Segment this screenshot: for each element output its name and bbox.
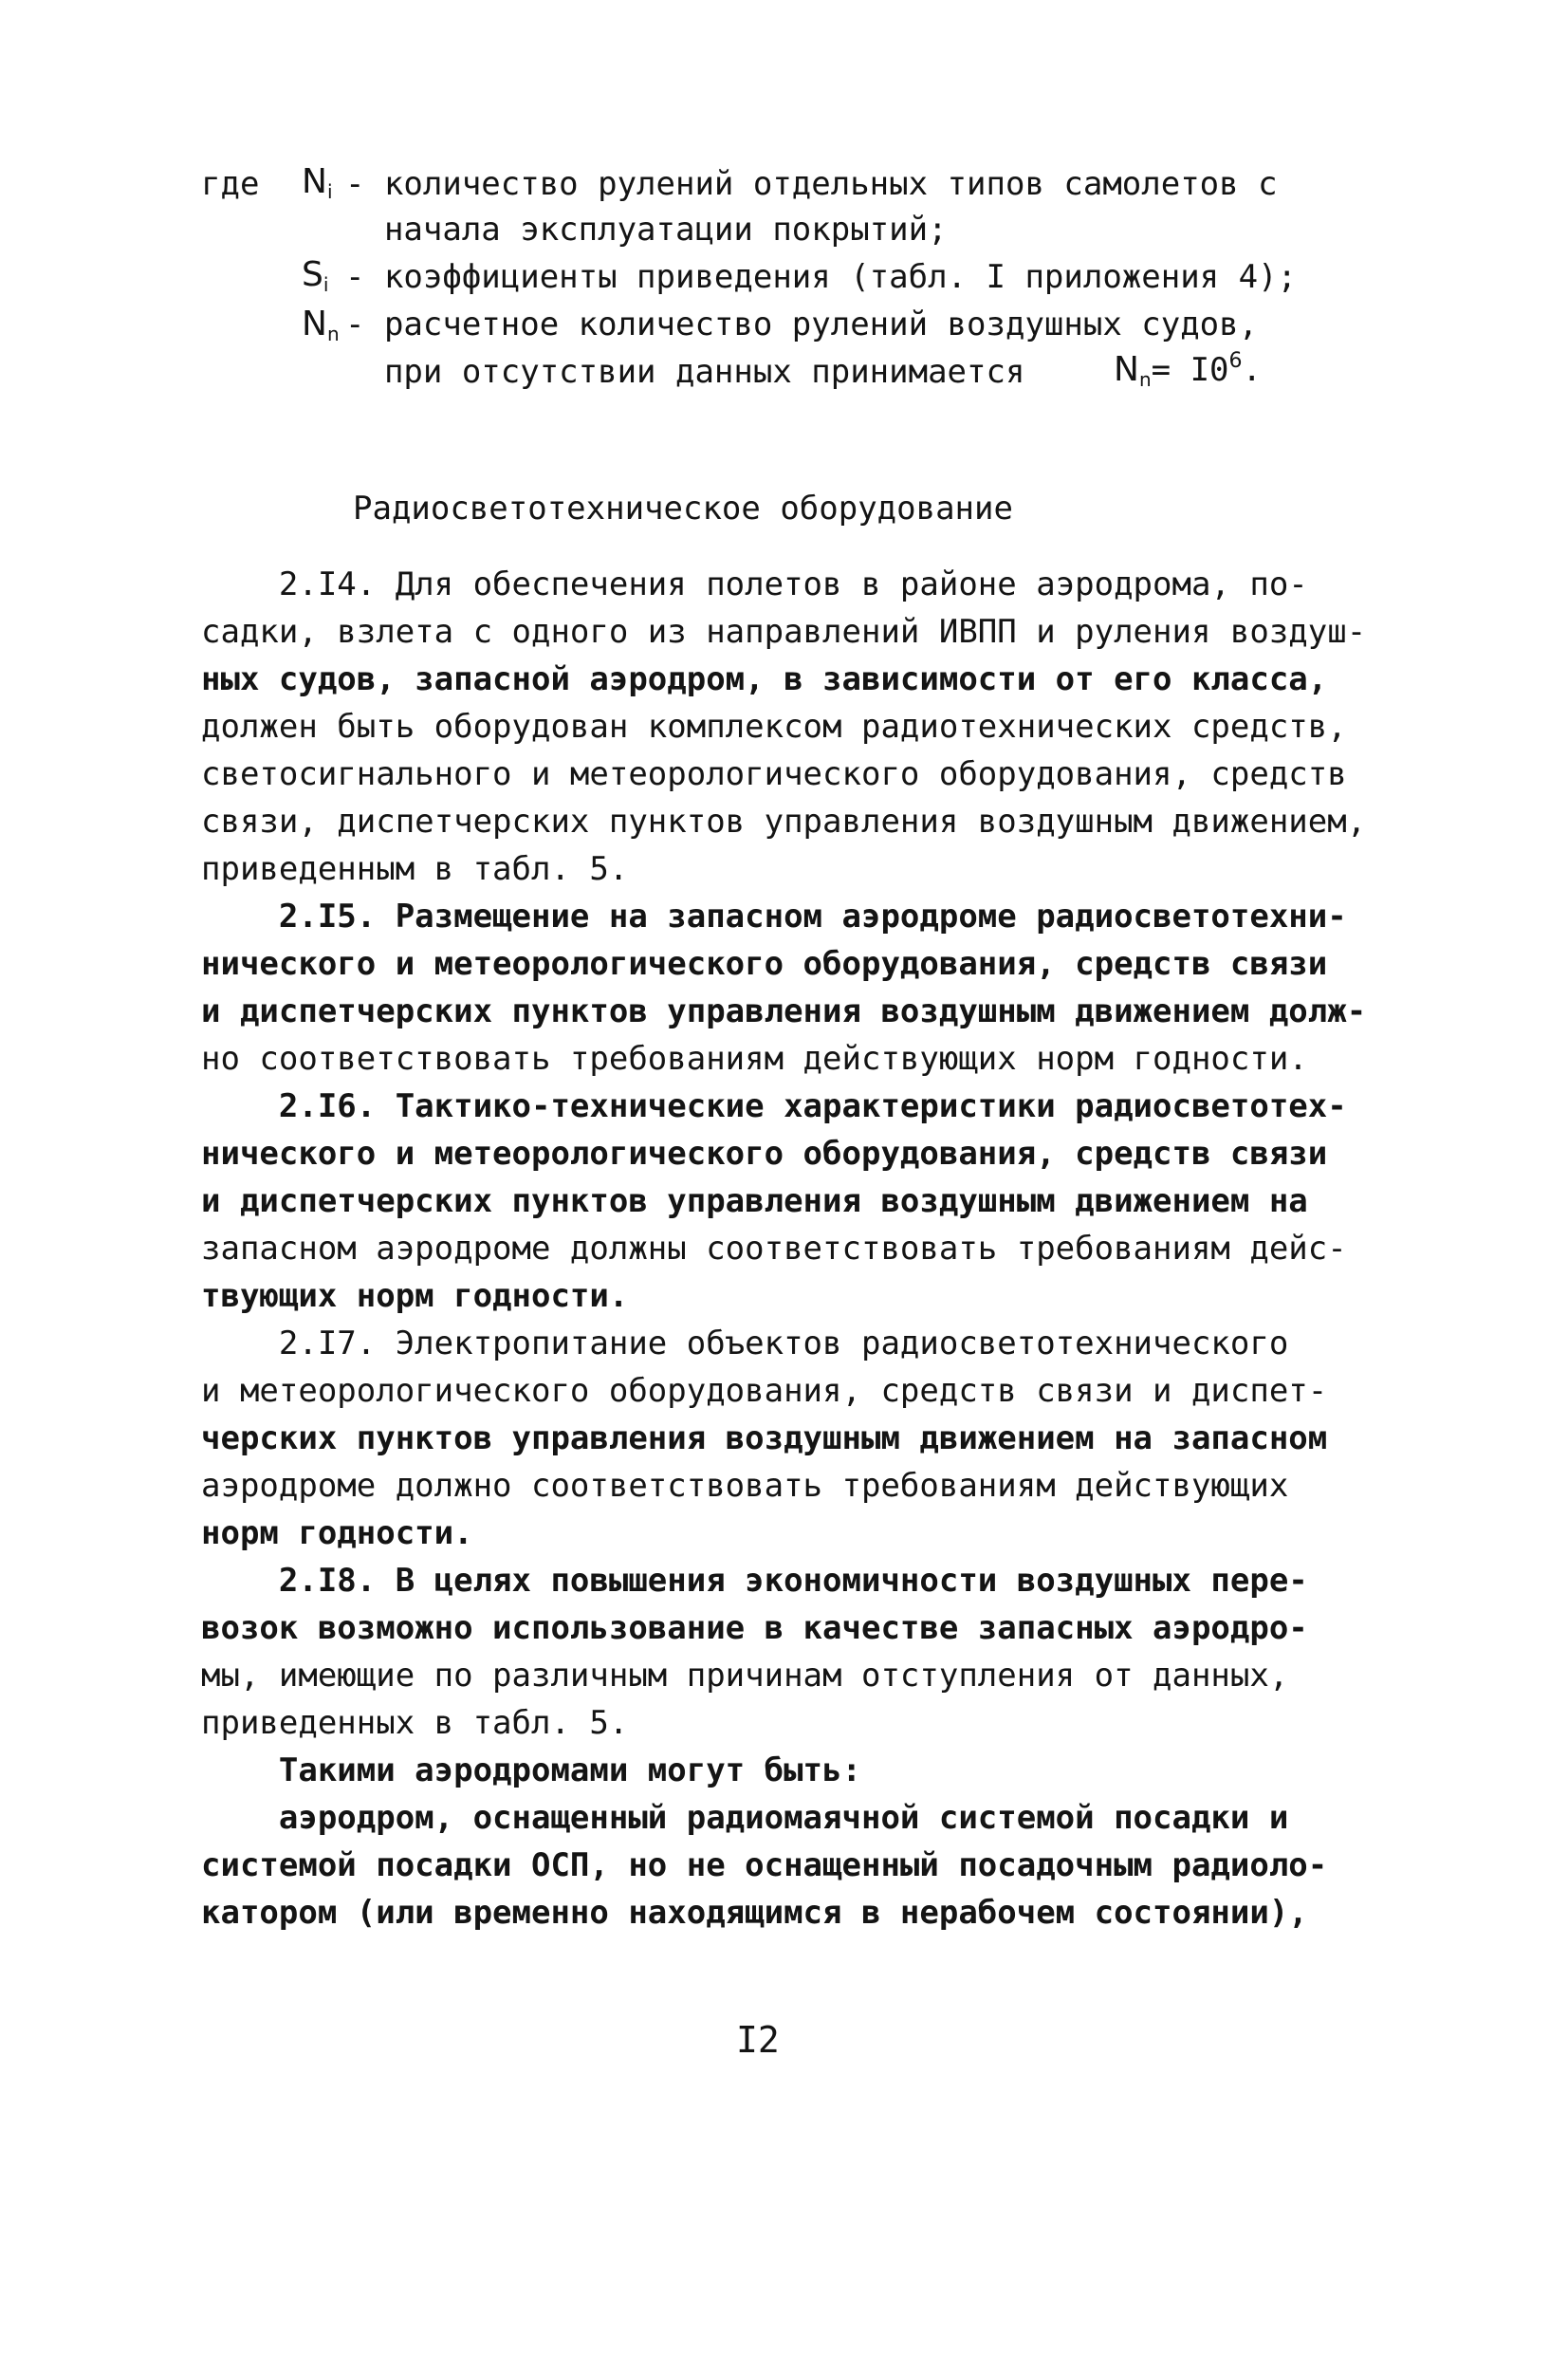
list-item-line: системой посадки ОСП, но не оснащенный посадочным радиоло- bbox=[201, 1846, 1328, 1884]
paragraph-2-17-line: черских пунктов управления воздушным движением на запасном bbox=[201, 1419, 1328, 1457]
section-title: Радиосветотехническое оборудование bbox=[353, 490, 1013, 528]
paragraph-2-18-line: мы, имеющие по различным причинам отступления от данных, bbox=[201, 1657, 1289, 1695]
paragraph-2-16-line: 2.I6. Тактико-технические характеристики радиосветотех- bbox=[201, 1087, 1347, 1125]
paragraph-2-15-line: но соответствовать требованиям действующих норм годности. bbox=[201, 1040, 1308, 1078]
list-item-line: аэродром, оснащенный радиомаячной системой посадки и bbox=[201, 1799, 1289, 1837]
symbol-n-n bbox=[302, 306, 340, 353]
list-item-line: катором (или временно находящимся в нерабочем состоянии), bbox=[201, 1894, 1308, 1932]
formula-n-n bbox=[1114, 351, 1262, 398]
paragraph-2-15-line: и диспетчерских пунктов управления воздушным движением долж- bbox=[201, 992, 1367, 1030]
paragraph-2-16-line: запасном аэродроме должны соответствовать требованиям дейс- bbox=[201, 1230, 1347, 1268]
paragraph-2-14-line: связи, диспетчерских пунктов управления воздушным движением, bbox=[201, 803, 1367, 841]
paragraph-2-17-line: 2.I7. Электропитание объектов радиосветотехнического bbox=[201, 1325, 1289, 1362]
paragraph-2-16-line: нического и метеорологического оборудования, средств связи bbox=[201, 1135, 1328, 1173]
symbol-s-i bbox=[302, 256, 328, 304]
list-intro-line: Такими аэродромами могут быть: bbox=[201, 1751, 861, 1789]
paragraph-2-14-line: 2.I4. Для обеспечения полетов в районе аэродрома, по- bbox=[201, 565, 1308, 603]
formula-equals: = I0 bbox=[1151, 351, 1229, 389]
paragraph-2-14-line: светосигнального и метеорологического оборудования, средств bbox=[201, 755, 1347, 793]
paragraph-2-16-line: твующих норм годности. bbox=[201, 1277, 629, 1315]
formula-tail: . bbox=[1242, 351, 1262, 389]
definition-n-i-line-2: начала эксплуатации покрытий; bbox=[345, 211, 948, 249]
symbol-n-i bbox=[302, 163, 333, 211]
definition-n-n-line-2: при отсутствии данных принимается bbox=[345, 353, 1025, 391]
formula-symbol: N bbox=[1114, 350, 1139, 389]
paragraph-2-14-line: ных судов, запасной аэродром, в зависимости от его класса, bbox=[201, 660, 1328, 698]
symbol-subscript: i bbox=[326, 180, 333, 203]
symbol-subscript: n bbox=[326, 323, 340, 345]
paragraph-2-16-line: и диспетчерских пунктов управления воздушным движением на bbox=[201, 1182, 1308, 1220]
paragraph-2-17-line: аэродроме должно соответствовать требованиям действующих bbox=[201, 1467, 1289, 1505]
paragraph-2-14-line: приведенным в табл. 5. bbox=[201, 850, 629, 888]
symbol-subscript: i bbox=[323, 273, 329, 296]
definition-n-n-line-1: - расчетное количество рулений воздушных судов, bbox=[345, 306, 1259, 343]
paragraph-2-17-line: норм годности. bbox=[201, 1514, 473, 1552]
definition-s-i-line-1: - коэффициенты приведения (табл. I приложения 4); bbox=[345, 258, 1298, 296]
paragraph-2-14-line: садки, взлета с одного из направлений ИВПП и руления воздуш- bbox=[201, 613, 1367, 651]
definition-n-i-line-1: - количество рулений отдельных типов самолетов с bbox=[345, 165, 1278, 203]
symbol-letter: N bbox=[302, 305, 327, 343]
paragraph-2-18-line: приведенных в табл. 5. bbox=[201, 1704, 629, 1742]
formula-power: 6 bbox=[1228, 349, 1243, 373]
symbol-letter: N bbox=[302, 162, 327, 201]
symbol-letter: S bbox=[302, 255, 323, 294]
formula-subscript: n bbox=[1138, 368, 1152, 391]
page-number: I2 bbox=[736, 2019, 780, 2061]
paragraph-2-17-line: и метеорологического оборудования, средств связи и диспет- bbox=[201, 1372, 1328, 1410]
paragraph-2-14-line: должен быть оборудован комплексом радиотехнических средств, bbox=[201, 708, 1347, 746]
where-word: где bbox=[201, 165, 260, 203]
paragraph-2-15-line: 2.I5. Размещение на запасном аэродроме радиосветотехни- bbox=[201, 898, 1347, 936]
paragraph-2-15-line: нического и метеорологического оборудования, средств связи bbox=[201, 945, 1328, 983]
paragraph-2-18-line: 2.I8. В целях повышения экономичности воздушных пере- bbox=[201, 1562, 1308, 1600]
paragraph-2-18-line: возок возможно использование в качестве запасных аэродро- bbox=[201, 1609, 1308, 1647]
